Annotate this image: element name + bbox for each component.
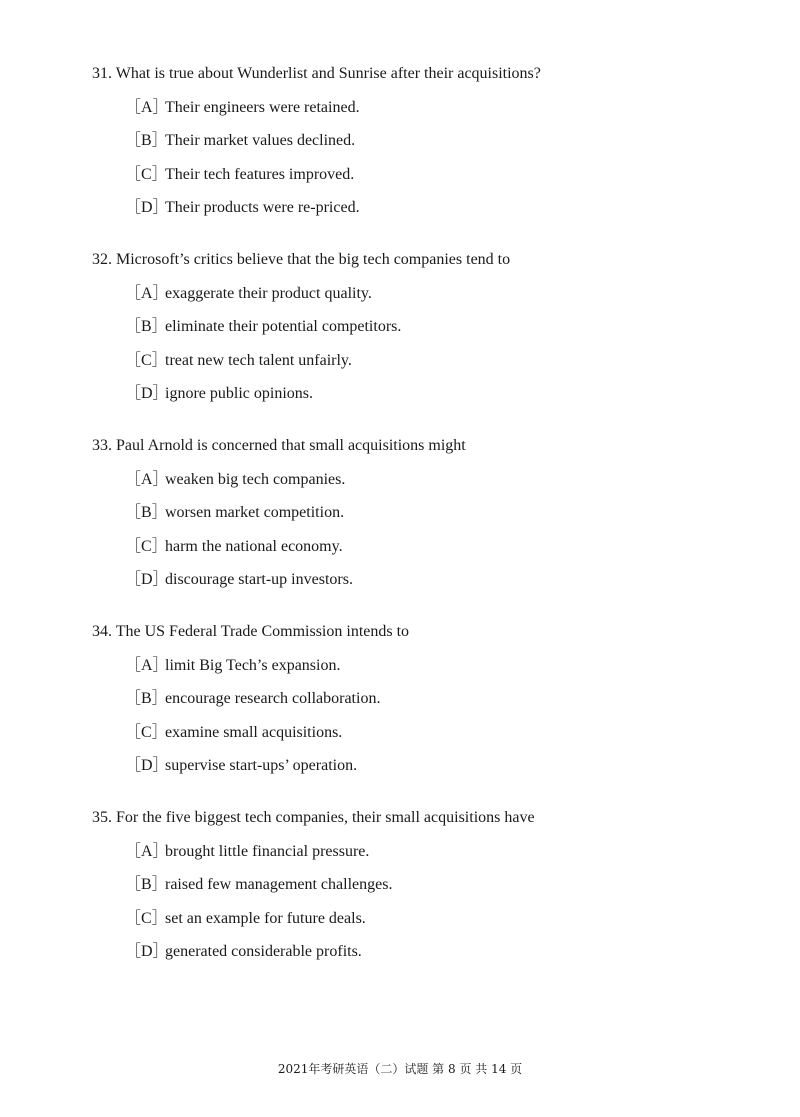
option-text: generated considerable profits. xyxy=(165,943,362,960)
option-b xyxy=(125,875,772,895)
option-d xyxy=(125,384,772,404)
option-letter: ［D］ xyxy=(125,757,169,774)
option-letter: ［D］ xyxy=(125,571,169,588)
option-letter: ［A］ xyxy=(125,98,169,116)
option-letter: ［C］ xyxy=(125,909,168,927)
question-stem: 31. What is true about Wunderlist and Sunrise after their acquisitions? xyxy=(92,65,541,82)
question-34 xyxy=(92,622,772,776)
option-letter: ［B］ xyxy=(125,132,168,149)
option-d xyxy=(125,198,772,218)
question-32 xyxy=(92,250,772,404)
option-b xyxy=(125,317,772,337)
option-letter: ［B］ xyxy=(125,876,168,893)
option-b xyxy=(125,131,772,151)
option-letter: ［C］ xyxy=(125,351,168,369)
option-a xyxy=(125,284,772,304)
option-b xyxy=(125,503,772,523)
option-text: discourage start-up investors. xyxy=(165,571,353,588)
option-letter: ［B］ xyxy=(125,690,168,707)
option-text: examine small acquisitions. xyxy=(165,723,343,741)
option-text: Their engineers were retained. xyxy=(165,98,360,116)
option-letter: ［D］ xyxy=(125,385,169,402)
question-stem: 32. Microsoft’s critics believe that the big tech companies tend to xyxy=(92,251,511,268)
option-text: eliminate their potential competitors. xyxy=(165,318,402,335)
option-letter: ［A］ xyxy=(125,656,169,674)
option-text: brought little financial pressure. xyxy=(165,842,370,860)
option-c xyxy=(125,537,772,557)
option-text: ignore public opinions. xyxy=(165,385,313,402)
option-d xyxy=(125,942,772,962)
option-d xyxy=(125,570,772,590)
option-text: harm the national economy. xyxy=(165,537,343,555)
option-text: Their products were re-priced. xyxy=(165,199,360,216)
page-footer: 2021年考研英语（二）试题 第 8 页 共 14 页 xyxy=(277,1062,523,1076)
option-c xyxy=(125,723,772,743)
option-text: Their tech features improved. xyxy=(165,165,355,183)
question-33 xyxy=(92,436,772,590)
option-c xyxy=(125,351,772,371)
option-text: worsen market competition. xyxy=(165,504,345,521)
option-b xyxy=(125,689,772,709)
option-c xyxy=(125,165,772,185)
option-d xyxy=(125,756,772,776)
option-list xyxy=(92,98,772,219)
option-text: exaggerate their product quality. xyxy=(165,284,372,302)
option-letter: ［A］ xyxy=(125,470,169,488)
option-a xyxy=(125,842,772,862)
option-text: treat new tech talent unfairly. xyxy=(165,351,352,369)
option-text: limit Big Tech’s expansion. xyxy=(165,656,341,674)
option-text: raised few management challenges. xyxy=(165,876,393,893)
option-letter: ［B］ xyxy=(125,504,168,521)
question-31 xyxy=(92,64,772,218)
option-c xyxy=(125,909,772,929)
option-text: supervise start-ups’ operation. xyxy=(165,757,358,774)
question-stem: 34. The US Federal Trade Commission intends to xyxy=(92,623,410,640)
option-letter: ［C］ xyxy=(125,723,168,741)
option-letter: ［A］ xyxy=(125,284,169,302)
question-35 xyxy=(92,808,772,962)
option-letter: ［C］ xyxy=(125,165,168,183)
option-letter: ［A］ xyxy=(125,842,169,860)
option-letter: ［B］ xyxy=(125,318,168,335)
option-text: Their market values declined. xyxy=(165,132,356,149)
option-letter: ［D］ xyxy=(125,199,169,216)
question-stem: 35. For the five biggest tech companies, their small acquisitions have xyxy=(92,809,535,826)
option-list xyxy=(92,842,772,963)
option-text: weaken big tech companies. xyxy=(165,470,346,488)
option-letter: ［D］ xyxy=(125,943,169,960)
option-list xyxy=(92,470,772,591)
question-stem: 33. Paul Arnold is concerned that small acquisitions might xyxy=(92,437,466,454)
option-list xyxy=(92,284,772,405)
option-text: encourage research collaboration. xyxy=(165,690,381,707)
option-a xyxy=(125,470,772,490)
option-letter: ［C］ xyxy=(125,537,168,555)
option-list xyxy=(92,656,772,777)
option-a xyxy=(125,656,772,676)
option-text: set an example for future deals. xyxy=(165,909,366,927)
option-a xyxy=(125,98,772,118)
